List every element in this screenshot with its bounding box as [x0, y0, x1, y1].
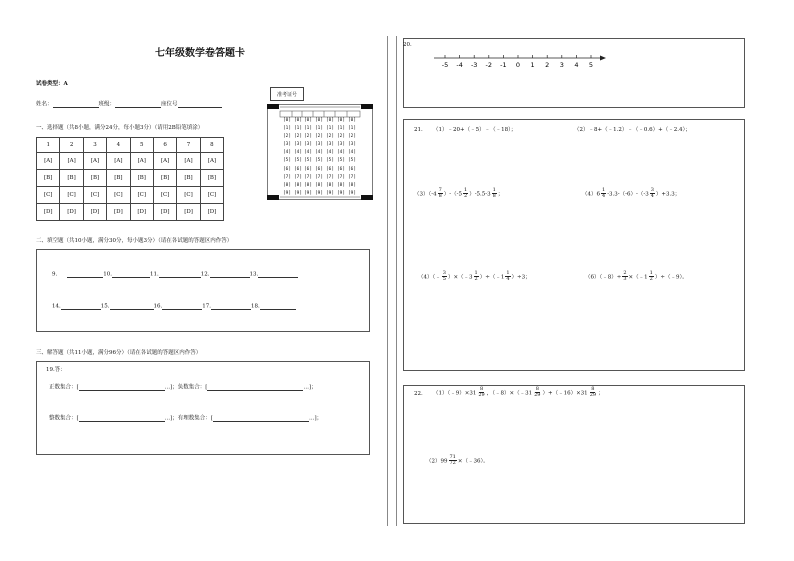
- ticket-digit-bubble[interactable]: [9]: [337, 190, 345, 196]
- choice-bubble[interactable]: [D]: [200, 204, 223, 221]
- choice-number: 4: [107, 138, 130, 153]
- choice-bubble[interactable]: [B]: [37, 170, 60, 187]
- frac-den: 4: [602, 193, 606, 200]
- ticket-digit-bubble[interactable]: [3]: [326, 142, 334, 148]
- ticket-digit-bubble[interactable]: [8]: [315, 182, 323, 188]
- section3-heading: 三、解答题（共11小题，满分96分）（请在各试题的答题区内作答）: [36, 350, 202, 356]
- q16-label: 16.: [153, 303, 163, 310]
- choice-bubble[interactable]: [C]: [200, 187, 223, 204]
- q10-blank[interactable]: [112, 271, 150, 278]
- q21-part4: [582, 188, 680, 200]
- q14-label: 14.: [52, 303, 61, 310]
- ticket-digit-column: [303, 117, 313, 198]
- choice-bubble[interactable]: [C]: [83, 187, 106, 204]
- ticket-digit-bubble[interactable]: [0]: [294, 118, 302, 123]
- ticket-digit-bubble[interactable]: [3]: [304, 142, 312, 148]
- choice-bubble[interactable]: [A]: [83, 153, 106, 170]
- ticket-digit-bubble[interactable]: [5]: [294, 158, 302, 164]
- number-line-label: -2: [485, 61, 493, 69]
- q22-part2-a: （2）99: [426, 458, 448, 465]
- ticket-digit-bubble[interactable]: [2]: [304, 134, 312, 140]
- negative-set-label: …]；负数集合：[: [164, 384, 208, 391]
- q21-part5: [418, 271, 531, 283]
- ticket-digit-bubble[interactable]: [6]: [348, 166, 356, 172]
- ticket-digit-bubble[interactable]: [4]: [337, 150, 345, 156]
- ticket-digit-column: [282, 117, 292, 198]
- q17-blank[interactable]: [211, 303, 251, 310]
- frac-num: 2: [623, 270, 627, 276]
- frac-den: 29: [534, 392, 541, 399]
- ticket-digit-bubble[interactable]: [7]: [315, 174, 323, 180]
- frac-num: 3: [442, 270, 446, 276]
- ticket-digit-bubble[interactable]: [7]: [294, 174, 302, 180]
- choice-number: 2: [60, 138, 83, 153]
- choice-bubble[interactable]: [B]: [60, 170, 83, 187]
- choice-bubble[interactable]: [B]: [83, 170, 106, 187]
- ticket-digit-bubble[interactable]: [2]: [326, 134, 334, 140]
- ticket-digit-bubble[interactable]: [1]: [337, 126, 345, 132]
- ticket-digit-bubble[interactable]: [8]: [283, 182, 291, 188]
- choice-bubble[interactable]: [A]: [130, 153, 153, 170]
- ticket-digit-bubble[interactable]: [6]: [283, 166, 291, 172]
- frac-den: 29: [478, 392, 485, 399]
- ticket-digit-bubble[interactable]: [9]: [326, 190, 334, 196]
- ticket-digit-bubble[interactable]: [3]: [283, 142, 291, 148]
- frac-num: 7: [438, 187, 442, 193]
- ticket-digit-bubble[interactable]: [7]: [304, 174, 312, 180]
- frac-num: 1: [506, 270, 510, 276]
- choice-bubble[interactable]: [C]: [107, 187, 130, 204]
- q21-part4-b: -3.3-（-6）-（-3: [607, 191, 649, 198]
- ticket-digit-bubble[interactable]: [9]: [294, 190, 302, 196]
- choice-table: [36, 137, 224, 221]
- q21-part4-c: ）+3.3；: [655, 191, 681, 198]
- choice-bubble[interactable]: [B]: [177, 170, 200, 187]
- ticket-digit-bubble[interactable]: [6]: [315, 166, 323, 172]
- choice-bubble[interactable]: [A]: [177, 153, 200, 170]
- ticket-digit-bubble[interactable]: [9]: [283, 190, 291, 196]
- choice-bubble[interactable]: [D]: [107, 204, 130, 221]
- name-label: 姓名：: [36, 101, 53, 108]
- name-field[interactable]: [53, 101, 99, 108]
- integer-set-label: 整数集合：[: [49, 415, 79, 422]
- q22-part1-b: ，（﹣8）×（﹣31: [486, 390, 533, 397]
- q21-box: [403, 119, 745, 371]
- seat-label: 座位号: [161, 101, 178, 108]
- frac-den: 72: [449, 460, 456, 467]
- choice-bubble[interactable]: [C]: [37, 187, 60, 204]
- q21-part2: （2）﹣8+（﹣1.2）﹣（﹣0.6）+（﹣2.4）；: [574, 127, 691, 133]
- q21-part4-a: （4）6: [582, 191, 600, 198]
- q21-part1: （1）﹣20+（﹣5）﹣（﹣18）；: [433, 127, 517, 133]
- number-line-label: -3: [470, 61, 478, 69]
- student-info-line: [36, 101, 222, 108]
- ticket-digit-bubble[interactable]: [1]: [294, 126, 302, 132]
- page-title: 七年级数学卷答题卡: [155, 48, 245, 59]
- choice-bubble[interactable]: [A]: [200, 153, 223, 170]
- rational-set-field[interactable]: [213, 415, 309, 422]
- q21-part3-c: ）-5.5-3: [469, 191, 491, 198]
- q19-box: [36, 361, 370, 455]
- q13-blank[interactable]: [258, 271, 298, 278]
- frac-num: 71: [449, 454, 456, 460]
- frac-den: 2: [649, 276, 653, 283]
- number-line-label: 2: [545, 61, 550, 69]
- ticket-digit-bubble[interactable]: [7]: [283, 174, 291, 180]
- integer-set-field[interactable]: [79, 415, 165, 422]
- frac-den: 8: [492, 193, 496, 200]
- choice-bubble[interactable]: [A]: [60, 153, 83, 170]
- q19-row-1: [49, 384, 317, 391]
- ticket-digit-bubble[interactable]: [8]: [326, 182, 334, 188]
- ticket-digit-bubble[interactable]: [9]: [304, 190, 312, 196]
- ticket-digit-bubble[interactable]: [1]: [348, 126, 356, 132]
- q21-part5-frac1: [442, 271, 447, 283]
- q22-part1-a: （1）（﹣9）×31: [433, 390, 477, 397]
- choice-bubble[interactable]: [D]: [60, 204, 83, 221]
- ticket-digit-bubble[interactable]: [9]: [315, 190, 323, 196]
- number-line-label: -4: [456, 61, 463, 69]
- ticket-digit-bubble[interactable]: [6]: [337, 166, 345, 172]
- frac-num: 1: [602, 187, 606, 193]
- choice-number: 5: [130, 138, 153, 153]
- ticket-digit-bubble[interactable]: [4]: [348, 150, 356, 156]
- frac-den: 29: [589, 392, 597, 399]
- q12-label: 12.: [200, 271, 210, 278]
- ticket-digit-column: [293, 117, 303, 198]
- q20-label: 20.: [403, 42, 412, 48]
- column-divider-right: [396, 36, 397, 526]
- ticket-digit-bubble[interactable]: [5]: [283, 158, 291, 164]
- positive-set-field[interactable]: [79, 384, 165, 391]
- q19-row-2: [49, 415, 322, 422]
- ticket-digit-bubble[interactable]: [4]: [283, 150, 291, 156]
- number-line-label: 0: [515, 61, 521, 69]
- ticket-digit-bubble[interactable]: [3]: [348, 142, 356, 148]
- q9-blank[interactable]: [67, 271, 103, 278]
- frac-num: 8: [535, 386, 539, 392]
- ticket-digit-column: [325, 117, 335, 198]
- q14-blank[interactable]: [61, 303, 101, 310]
- frac-den: 4: [650, 193, 654, 200]
- ticket-digit-bubble[interactable]: [7]: [326, 174, 334, 180]
- frac-den: 2: [474, 276, 478, 283]
- q22-part1-c: ）+（﹣16）×31: [542, 390, 588, 397]
- q21-part3-a: （3）（-4: [414, 191, 437, 198]
- ticket-digit-bubble[interactable]: [1]: [283, 126, 291, 132]
- section2-heading: 二、填空题（共10小题，满分30分，每小题3分）（请在各试题的答题区内作答）: [36, 238, 233, 244]
- ticket-digit-column: [314, 117, 324, 198]
- seat-field[interactable]: [178, 101, 222, 108]
- section1-heading: 一、选择题（共8小题，满分24分，每小题3分）（请用2B铅笔填涂）: [36, 125, 204, 131]
- q21-part5-d: ）÷3；: [511, 274, 531, 281]
- rational-set-label: …]；有理数集合：[: [164, 415, 213, 422]
- ticket-digit-bubble[interactable]: [4]: [326, 150, 334, 156]
- q21-part3-frac1: [438, 188, 443, 200]
- fill-row-2: [52, 303, 296, 310]
- q21-part3-frac2: [463, 188, 468, 200]
- ticket-digit-bubble[interactable]: [2]: [337, 134, 345, 140]
- frac-num: 1: [464, 187, 468, 193]
- q21-part6: [585, 271, 688, 283]
- q15-blank[interactable]: [110, 303, 154, 310]
- q21-part3: [414, 188, 503, 200]
- ticket-digit-bubble[interactable]: [2]: [283, 134, 291, 140]
- q21-part5-frac2: [474, 271, 479, 283]
- negative-set-field[interactable]: [207, 384, 303, 391]
- q22-part1: [433, 387, 604, 399]
- ticket-digit-bubble[interactable]: [8]: [337, 182, 345, 188]
- q22-part1-frac2: [533, 387, 541, 399]
- q21-part3-frac3: [492, 188, 497, 200]
- q10-label: 10.: [103, 271, 112, 278]
- number-line: [430, 52, 620, 72]
- q21-part3-d: ；: [497, 191, 504, 198]
- ticket-digit-column: [336, 117, 346, 198]
- q18-blank[interactable]: [260, 303, 296, 310]
- q21-part6-a: （6）（﹣8）÷: [585, 274, 622, 281]
- q9-label: 9.: [52, 271, 58, 278]
- q21-part4-frac1: [601, 188, 606, 200]
- ticket-digit-column: [347, 117, 357, 198]
- choice-bubble[interactable]: [B]: [107, 170, 130, 187]
- fill-blank-box: [36, 249, 370, 332]
- paper-type: 试卷类型：A: [36, 81, 68, 87]
- ticket-digit-bubble[interactable]: [3]: [294, 142, 302, 148]
- choice-bubble[interactable]: [A]: [37, 153, 60, 170]
- q19-row2-end: …]；: [308, 415, 323, 422]
- q21-label: 21.: [414, 127, 423, 133]
- number-line-label: 1: [530, 61, 535, 69]
- choice-bubble[interactable]: [C]: [130, 187, 153, 204]
- choice-number: 7: [177, 138, 200, 153]
- class-field[interactable]: [115, 101, 161, 108]
- choice-number: 8: [200, 138, 223, 153]
- ticket-digit-bubble[interactable]: [3]: [315, 142, 323, 148]
- ticket-digit-bubble[interactable]: [4]: [304, 150, 312, 156]
- choice-bubble[interactable]: [B]: [130, 170, 153, 187]
- ticket-digit-bubble[interactable]: [2]: [348, 134, 356, 140]
- q22-part1-frac3: [589, 387, 597, 399]
- q12-blank[interactable]: [210, 271, 250, 278]
- ticket-label: 准考证号: [270, 87, 304, 101]
- column-divider-left: [387, 36, 388, 526]
- ticket-digit-bubble[interactable]: [2]: [315, 134, 323, 140]
- frac-num: 8: [479, 386, 484, 392]
- q22-part1-frac1: [477, 387, 485, 399]
- frac-den: 3: [623, 276, 627, 283]
- ticket-digit-bubble[interactable]: [8]: [294, 182, 302, 188]
- q21-part3-b: ）-（-5: [443, 191, 463, 198]
- frac-num: 1: [474, 270, 478, 276]
- ticket-digit-bubble[interactable]: [7]: [337, 174, 345, 180]
- ticket-digit-bubble[interactable]: [9]: [348, 190, 356, 196]
- q21-part5-a: （4）（﹣: [418, 274, 441, 281]
- ticket-digit-bubble[interactable]: [0]: [337, 118, 345, 123]
- ticket-digit-bubble[interactable]: [7]: [348, 174, 356, 180]
- q11-blank[interactable]: [159, 271, 201, 278]
- q13-label: 13.: [249, 271, 259, 278]
- ticket-digit-bubble[interactable]: [5]: [348, 158, 356, 164]
- ticket-digit-bubble[interactable]: [4]: [294, 150, 302, 156]
- choice-bubble[interactable]: [C]: [177, 187, 200, 204]
- q17-label: 17.: [202, 303, 211, 310]
- choice-bubble[interactable]: [A]: [107, 153, 130, 170]
- q21-part5-c: ）÷（﹣1: [479, 274, 505, 281]
- ticket-digit-bubble[interactable]: [5]: [315, 158, 323, 164]
- number-line-label: -1: [500, 61, 507, 69]
- q19-row1-end: …]；: [303, 384, 317, 391]
- q21-part5-frac3: [505, 271, 510, 283]
- ticket-digit-bubble[interactable]: [5]: [326, 158, 334, 164]
- ticket-digit-bubble[interactable]: [0]: [304, 118, 312, 123]
- frac-den: 5: [442, 276, 446, 283]
- q20-box: [403, 38, 745, 108]
- frac-den: 8: [438, 193, 442, 200]
- q21-part6-frac2: [649, 271, 654, 283]
- positive-set-label: 正数集合：[: [49, 384, 79, 391]
- ticket-digit-bubble[interactable]: [5]: [337, 158, 345, 164]
- ticket-digit-bubble[interactable]: [1]: [326, 126, 334, 132]
- q21-part6-c: ）÷（﹣9）。: [654, 274, 688, 281]
- ticket-digit-bubble[interactable]: [0]: [315, 118, 323, 123]
- choice-bubble[interactable]: [B]: [153, 170, 176, 187]
- ticket-digit-bubble[interactable]: [2]: [294, 134, 302, 140]
- choice-number: 1: [37, 138, 60, 153]
- q22-part2-frac1: [449, 455, 457, 467]
- frac-num: 1: [649, 270, 653, 276]
- q22-part2-b: ×（﹣36）。: [457, 458, 489, 465]
- number-line-label: -5: [441, 61, 449, 69]
- ticket-digit-bubble[interactable]: [6]: [304, 166, 312, 172]
- frac-den: 2: [464, 193, 468, 200]
- fill-row-1: [52, 271, 298, 278]
- ticket-digit-bubble[interactable]: [0]: [283, 118, 291, 123]
- choice-bubble[interactable]: [B]: [200, 170, 223, 187]
- choice-number: 6: [153, 138, 176, 153]
- ticket-digit-bubble[interactable]: [1]: [304, 126, 312, 132]
- number-line-label: 3: [559, 61, 564, 69]
- ticket-digit-bubble[interactable]: [4]: [315, 150, 323, 156]
- q15-label: 15.: [100, 303, 110, 310]
- frac-num: 8: [591, 386, 595, 392]
- q21-part6-b: ×（﹣1: [628, 274, 648, 281]
- frac-num: 3: [650, 187, 654, 193]
- ticket-digit-bubble[interactable]: [8]: [348, 182, 356, 188]
- choice-bubble[interactable]: [D]: [83, 204, 106, 221]
- q22-part1-d: ；: [598, 390, 604, 397]
- frac-den: 4: [506, 276, 510, 283]
- ticket-digit-bubble[interactable]: [0]: [326, 118, 334, 123]
- q21-part4-frac2: [650, 188, 655, 200]
- q22-part2: [426, 455, 489, 467]
- q18-label: 18.: [251, 303, 260, 310]
- ticket-digit-bubble[interactable]: [5]: [304, 158, 312, 164]
- choice-bubble[interactable]: [C]: [153, 187, 176, 204]
- number-line-label: 5: [588, 61, 594, 69]
- q21-part6-frac1: [622, 271, 627, 283]
- number-line-arrow: [600, 56, 606, 61]
- class-label: 班级：: [98, 101, 116, 108]
- choice-bubble[interactable]: [D]: [130, 204, 153, 221]
- choice-bubble[interactable]: [D]: [37, 204, 60, 221]
- choice-number: 3: [83, 138, 106, 153]
- choice-bubble[interactable]: [C]: [60, 187, 83, 204]
- ticket-digit-bubble[interactable]: [1]: [315, 126, 323, 132]
- choice-bubble[interactable]: [D]: [177, 204, 200, 221]
- choice-bubble[interactable]: [D]: [153, 204, 176, 221]
- q21-part5-b: ）×（﹣3: [447, 274, 473, 281]
- ticket-digit-bubble[interactable]: [6]: [326, 166, 334, 172]
- ticket-digit-bubble[interactable]: [0]: [348, 118, 356, 123]
- ticket-digit-bubble[interactable]: [6]: [294, 166, 302, 172]
- choice-bubble[interactable]: [A]: [153, 153, 176, 170]
- frac-num: 1: [492, 187, 496, 193]
- q22-label: 22.: [414, 391, 423, 397]
- number-line-label: 4: [574, 61, 579, 69]
- q16-blank[interactable]: [162, 303, 202, 310]
- ticket-digit-bubble[interactable]: [8]: [304, 182, 312, 188]
- q19-label: 19.答：: [46, 367, 66, 373]
- q11-label: 11.: [150, 271, 159, 278]
- ticket-digit-bubble[interactable]: [3]: [337, 142, 345, 148]
